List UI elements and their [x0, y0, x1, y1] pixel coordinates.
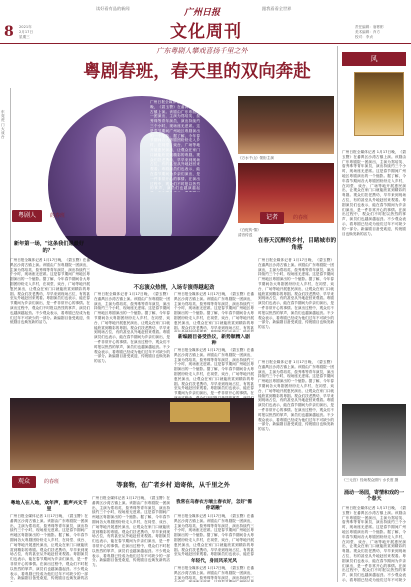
right-column-rule — [337, 46, 338, 582]
editor-line-1: 责任编辑：唐彬彬 — [355, 25, 384, 29]
bottom-sub1: 粤地人在人地，欢年声，重声兴文千里 — [10, 500, 88, 512]
crowd-photo — [10, 398, 254, 470]
performer-left — [96, 126, 126, 238]
bottom-sub3: 年轻代，身回风采光风 — [191, 559, 237, 564]
left-tag-sub: 的春班 — [50, 213, 66, 219]
date-line-2: 2月17日 — [19, 30, 34, 34]
main-headline: 粤剧春班，春天里的双向奔赴 — [83, 62, 311, 82]
banner-left: 读好看有品的新闻 — [96, 6, 130, 11]
editor-line-2: 美术编辑：肖方 — [355, 30, 381, 34]
bottom-sub2: 我常在乌春衣方端土春衣好，怎好"需你诺融" — [176, 500, 252, 511]
photo-caption-right: 《白蛇传·情》 — [238, 228, 261, 232]
date-line-1: 2021年 — [19, 25, 32, 29]
photo-credit: 清音传送 — [238, 233, 253, 237]
crowd-stage — [170, 402, 230, 422]
left-col-3b: 广州日报全媒体记者 1月17日晚，《碧玉簪》在番禺区沙湾古镇上演。该剧由广东粤剧院一团演出，主演为郑培英、詹秀珠等青年演员，演出持续约三个小时，现场座无虚席。这是春节期间广州地区粤剧演出的一个缩影。据了解，今年春节期间各大粤剧团纷纷走入乡村，在祠堂、戏台、广场等地开展惠民演出，让观众在家门口就能欣赏到精彩的粤剧。观众们扶老携幼，早早来到现场占位，有的甚至从外地赶回来观看。粤剧演员们也表示，能在春节期间为乡亲们演出，是一件非常开心的事情。在 — [174, 348, 254, 396]
left-col2-head: 新编剧目备受热议，新势顺精入剧种 — [178, 334, 250, 346]
side-title: 在春天沉醉的乡村，目睹城市的角落 — [257, 238, 337, 251]
side-tag: 记者 — [260, 212, 284, 224]
bottom-headline: 等套物，在广者乡村 追寄侬，从千里之外 — [116, 482, 230, 489]
bottom-tag-sub: 的春班 — [44, 479, 60, 485]
center-col-top: 广州日报全媒体记者 1月17日晚，《碧玉簪》在番禺区沙湾古镇上演。该剧由广东粤剧院一团演出，主演为郑培英、詹秀珠等青年演员，演出持续约三个小时，现场座无虚席。这是春节期间广州地区粤剧演出的一个缩影。据了解，今年春节期间各大粤剧团纷纷走入乡村，在祠堂、戏台、广场等地开展惠民演出，让观众在家门口就能欣赏到精彩的粤剧。观众们扶老携幼，早早来到现场占位，有的甚至从外地赶回来观看。粤剧演员们也表示，能在春节期间为乡亲们演出，是一件非常开心的事情。在演出过程中，观众们不时报以热烈的掌声，演员们也越演越起劲。不少观众表示，看粤剧已经成为他们过年不可缺少的一部分。新编剧目备受欢迎，传统剧目也焕发新的活力。 — [258, 258, 334, 330]
right-tag: 风 — [342, 52, 406, 66]
right-top-photo — [354, 72, 404, 136]
hero-overlay-text: 广州日报全媒体记者 1月17日晚，《碧玉簪》在番禺区沙湾古镇上演。该剧由广东粤剧院一团演出，主演为郑培英、詹秀珠等青年演员，演出持续约三个小时，现场座无虚席。这是春节期间广州地区粤剧演出的一个缩影。据了解，今年春节期间各大粤剧团纷纷走入乡村，在祠堂、戏台、广场等地开展惠民演出，让观众在家门口就能欣赏到精彩的粤剧。观众们扶老携幼，早早来到现场占位，有的甚至从外地赶回来观看。粤剧演员们也表示，能在春节期间为乡亲们演出，是一件非常开心的事情。在演出过程中，观众们不时报以热烈的掌声，演员们也越演越起 — [150, 100, 200, 191]
header-rule — [0, 43, 411, 44]
bottom-col-3: 广州日报全媒体记者 1月17日晚，《碧玉簪》在番禺区沙湾古镇上演。该剧由广东粤剧院一团演出，主演为郑培英、詹秀珠等青年演员，演出持续约三个小时，现场座无虚席。这是春节期间广州地区粤剧演出的一个缩影。据了解，今年春节期间各大粤剧团纷纷走入乡村，在祠堂、戏台、广场等地开展惠民演出，让观众在家门口就能欣赏到精彩的粤剧。观众们扶老携幼，早早来到现场占位，有的甚至从外地赶回来观看。粤剧演员们也表示，能在春 — [174, 514, 254, 556]
right-lower-heading: 涌动一场园，寄情和戏的一个春天 — [343, 490, 404, 503]
right-mid-photo — [342, 404, 406, 476]
photo-caption-top: 《万水千山》领衔主演 — [238, 156, 274, 160]
left-col-1: 广州日报全媒体记者 1月17日晚，《碧玉簪》在番禺区沙湾古镇上演。该剧由广东粤剧院一团演出，主演为郑培英、詹秀珠等青年演员，演出持续约三个小时，现场座无虚席。这是春节期间广州地区粤剧演出的一个缩影。据了解，今年春节期间各大粤剧团纷纷走入乡村，在祠堂、戏台、广场等地开展惠民演出，让观众在家门口就能欣赏到精彩的粤剧。观众们扶老携幼，早早来到现场占位，有的甚至从外地赶回来观看。粤剧演员们也表示，能在春节期间为乡亲们演出，是一件非常开心的事情。在演出过程中，观众们不时报以热烈的掌声，演员们也越演越起劲。不少观众表示，看粤剧已经成为他们过年不可缺少的一部分。新编剧目备受欢迎，传统剧目也焕发新的活力。 — [10, 258, 90, 325]
stage-photo-top — [238, 96, 334, 154]
bottom-tag: 观众 — [12, 476, 36, 488]
stage-photo-mid — [238, 163, 334, 223]
left-subtitle: 新年第一场，"这条我们是最好的？" — [13, 241, 85, 254]
vertical-caption: 东莞虎门大戏台 — [1, 110, 5, 140]
right-col-1: 广州日报全媒体记者 1月17日晚，《碧玉簪》在番禺区沙湾古镇上演。该剧由广东粤剧院一团演出，主演为郑培英、詹秀珠等青年演员，演出持续约三个小时，现场座无虚席。这是春节期间广州地区粤剧演出的一个缩影。据了解，今年春节期间各大粤剧团纷纷走入乡村，在祠堂、戏台、广场等地开展惠民演出，让观众在家门口就能欣赏到精彩的粤剧。观众们扶老携幼，早早来到现场占位，有的甚至从外地赶回来观看。粤剧演员们也表示，能在春节期间为乡亲们演出，是一件非常开心的事情。在演出过程中，观众们不时报以热烈的掌声，演员们也越演越起劲。不少观众表示，看粤剧已经成为他们过年不可缺少的一部分。新编剧目备受欢迎，传统剧目也焕发新的活力。 — [342, 150, 406, 236]
date-line-3: 星期三 — [19, 35, 30, 39]
right-photo-caption: 《三元宫》经场观众照片 水长度 摄 — [342, 478, 399, 482]
bottom-col-3b: 广州日报全媒体记者 1月17日晚，《碧玉簪》在番禺区沙湾古镇上演。该剧由广东粤剧院一团演出，主演为郑培英、詹秀珠等青年演员，演出持续约三 — [174, 566, 254, 580]
section-title: 文化周刊 — [170, 22, 242, 42]
banner-right: 跟我看看全世界 — [262, 6, 292, 11]
side-col-1: 广州日报全媒体记者 1月17日晚，《碧玉簪》在番禺区沙湾古镇上演。该剧由广东粤剧院一团演出，主演为郑培英、詹秀珠等青年演员，演出持续约三个小时，现场座无虚席。这是春节期间广州地区粤剧演出的一个缩影。据了解，今年春节期间各大粤剧团纷纷走入乡村，在祠堂、戏台、广场等地开展惠民演出，让观众在家门口就能欣赏到精彩的粤剧。观众们扶老携幼，早早来到现场占位，有的甚至从外地赶回来观看。粤剧演员们也表示，能在春节期间为乡亲们演出，是一件非常开心的事情。在演出过程中，观众们不时报以热烈的掌声，演员们也越演越起劲。不少观众表示，看粤剧已经成为他们过年不可缺少的一部分。新编剧目备受欢迎，传统剧目也焕发新的活力。 — [258, 360, 334, 432]
bottom-col-2: 广州日报全媒体记者 1月17日晚，《碧玉簪》在番禺区沙湾古镇上演。该剧由广东粤剧院一团演出，主演为郑培英、詹秀珠等青年演员，演出持续约三个小时，现场座无虚席。这是春节期间广州地区粤剧演出的一个缩影。据了解，今年春节期间各大粤剧团纷纷走入乡村，在祠堂、戏台、广场等地开展惠民演出，让观众在家门口就能欣赏到精彩的粤剧。观众们扶老携幼，早早来到现场占位，有的甚至从外地赶回来观看。粤剧演员们也表示，能在春节期间为乡亲们演出，是一件非常开心的事情。在演出过程中，观众们不时报以热烈的掌声，演员们也越演越起劲。不少观众表示，看粤剧已经成为他们过年不可缺少的一部分。新编剧目备受欢迎，传统剧目也焕发新的活力。 — [92, 496, 170, 568]
left-tag: 粤剧人 — [12, 210, 42, 222]
right-col-2: 广州日报全媒体记者 1月17日晚，《碧玉簪》在番禺区沙湾古镇上演。该剧由广东粤剧院一团演出，主演为郑培英、詹秀珠等青年演员，演出持续约三个小时，现场座无虚席。这是春节期间广州地区粤剧演出的一个缩影。据了解，今年春节期间各大粤剧团纷纷走入乡村，在祠堂、戏台、广场等地开展惠民演出，让观众在家门口就能欣赏到精彩的粤剧。观众们扶老携幼，早早来到现场占位，有的甚至从外地赶回来观看。粤剧演员们也表示，能在春节期间为乡亲们演出，是一件非常开心的事情。在演出过程中，观众们不时报以热烈的掌声，演员们也越演越起劲。不少观众表示，看粤剧已经成为他们过年不可缺少 — [342, 506, 406, 582]
masthead-logo: 广州日报 — [184, 8, 221, 18]
editor-line-3: 校对：李贞 — [355, 35, 373, 39]
page-number: 8 — [4, 24, 14, 40]
side-tag-sub: 的春班 — [293, 215, 309, 221]
main-kicker: 广东粤剧人攀戏喜扬千里之外 — [156, 47, 248, 55]
left-col-2: 广州日报全媒体记者 1月17日晚，《碧玉簪》在番禺区沙湾古镇上演。该剧由广东粤剧院一团演出，主演为郑培英、詹秀珠等青年演员，演出持续约三个小时，现场座无虚席。这是春节期间广州地区粤剧演出的一个缩影。据了解，今年春节期间各大粤剧团纷纷走入乡村，在祠堂、戏台、广场等地开展惠民演出，让观众在家门口就能欣赏到精彩的粤剧。观众们扶老携幼，早早来到现场占位，有的甚至从外地赶回来观看。粤剧演员们也表示，能在春节期间为乡亲们演出，是一件非常开心的事情。在演出过程中，观众们不时报以热烈的掌声，演员们也越演越起劲。不少观众表示，看粤剧已经成为他们过年不可缺少的一部分。新编剧目备受欢迎，传统剧目也焕发新的活力。 — [94, 292, 170, 364]
left-body-head: 不忘演众热情，入场专演得越起劲 — [133, 285, 215, 291]
left-col-3: 广州日报全媒体记者 1月17日晚，《碧玉簪》在番禺区沙湾古镇上演。该剧由广东粤剧院一团演出，主演为郑培英、詹秀珠等青年演员，演出持续约三个小时，现场座无虚席。这是春节期间广州地区粤剧演出的一个缩影。据了解，今年春节期间各大粤剧团纷纷走入乡村，在祠堂、戏台、广场等地开展惠民演出，让观众在家门口就能欣赏到精彩的粤剧。观众们扶老携幼，早早来到现场占位，有的甚 — [174, 292, 254, 330]
bottom-col-1: 广州日报全媒体记者 1月17日晚，《碧玉簪》在番禺区沙湾古镇上演。该剧由广东粤剧院一团演出，主演为郑培英、詹秀珠等青年演员，演出持续约三个小时，现场座无虚席。这是春节期间广州地区粤剧演出的一个缩影。据了解，今年春节期间各大粤剧团纷纷走入乡村，在祠堂、戏台、广场等地开展惠民演出，让观众在家门口就能欣赏到精彩的粤剧。观众们扶老携幼，早早来到现场占位，有的甚至从外地赶回来观看。粤剧演员们也表示，能在春节期间为乡亲们演出，是一件非常开心的事情。在演出过程中，观众们不时报以热烈的掌声，演员们也越演越起劲。不少观众表示，看粤剧已经成为他们过年不可缺少的一部分。新编剧目备受欢迎，传统剧目也焕发新的活 — [10, 514, 88, 581]
